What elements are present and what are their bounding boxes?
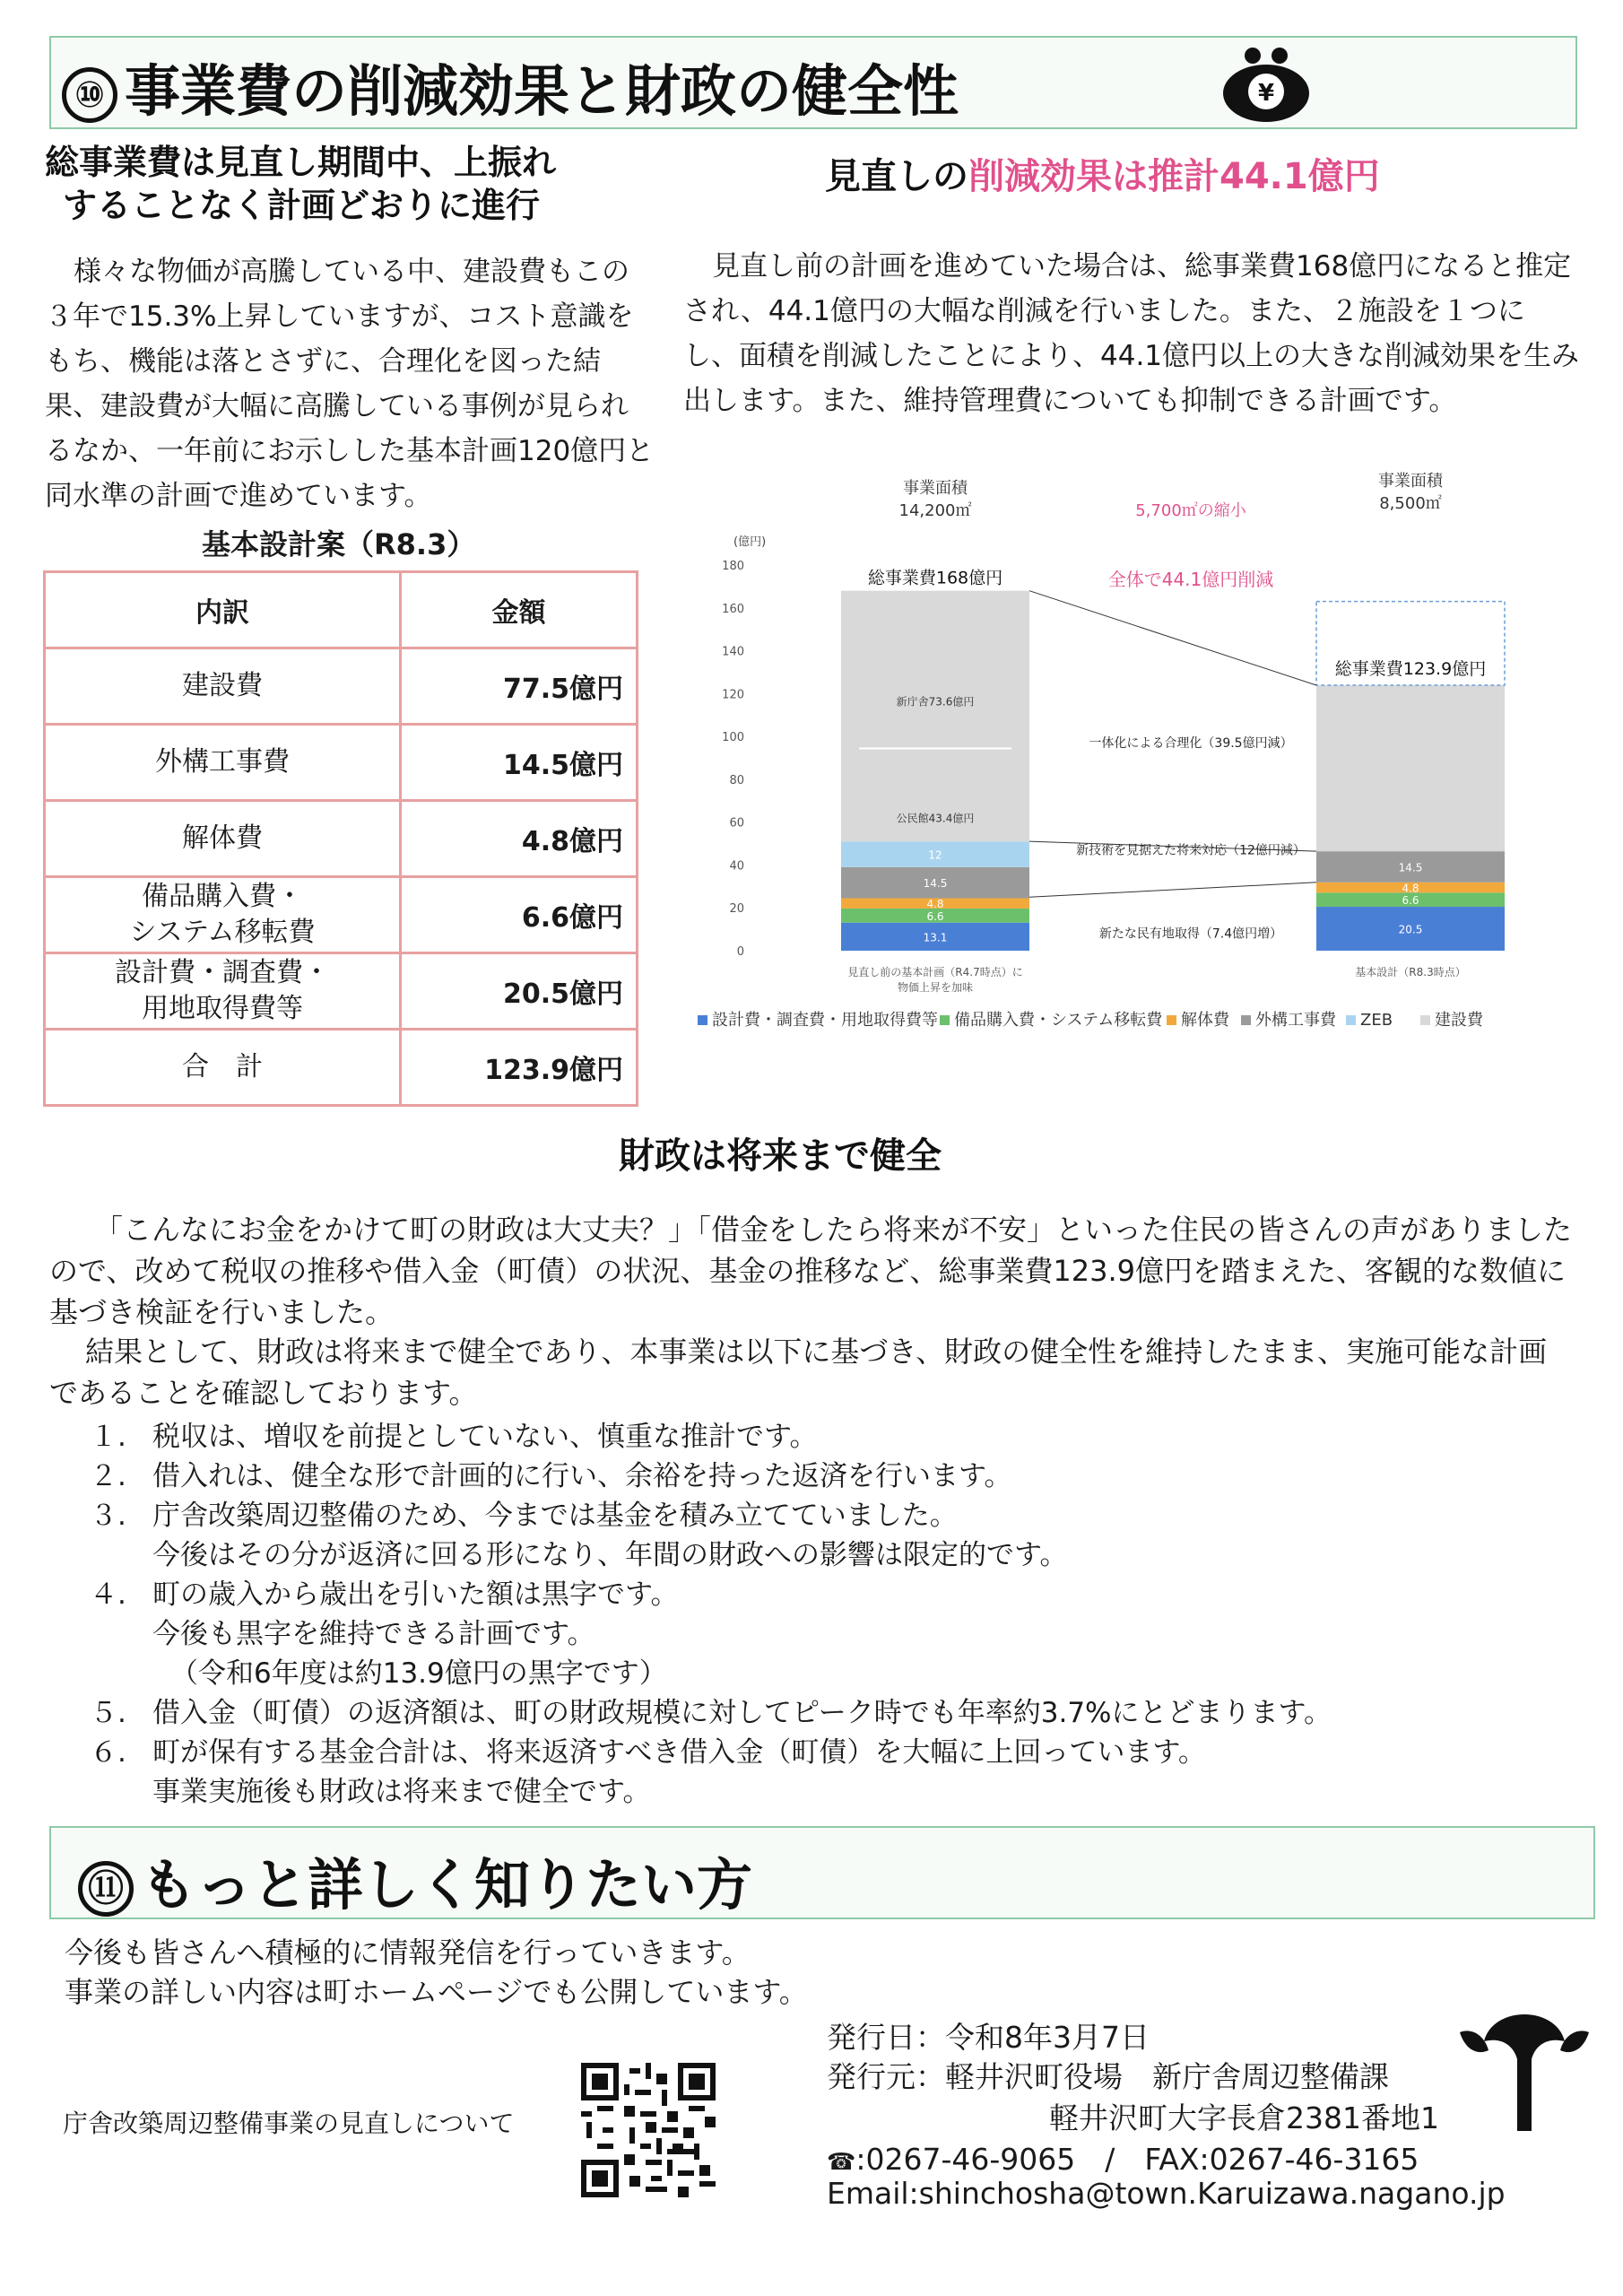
legend-label: 外構工事費 [1255, 1011, 1336, 1030]
row-label: 備品購入費・ システム移転費 [45, 877, 401, 953]
finance-point-line: 税収は、増収を前提としていない、慎重な推計です。 [152, 1421, 818, 1453]
area-reduction-label: 5,700㎡の縮小 [1135, 501, 1246, 520]
category-label-before-2: 物価上昇を加味 [897, 981, 974, 994]
row-label: 設計費・調査費・ 用地取得費等 [45, 953, 401, 1030]
finance-point [90, 1457, 1542, 1496]
table-header-amount: 金額 [401, 572, 638, 648]
table-total-row [45, 1030, 638, 1106]
row-amount: 6.6億円 [401, 877, 638, 953]
y-tick-label: 160 [722, 602, 744, 616]
wallet-yen-icon [1217, 45, 1315, 124]
finance-point-line: （令和6年度は約13.9億円の黒字です） [170, 1657, 667, 1690]
finance-point-line: 借入金（町債）の返済額は、町の財政規模に対してピーク時でも年率約3.7%にとどまります。 [152, 1697, 1332, 1729]
table-row [45, 877, 638, 953]
category-label-before: 見直し前の基本計画（R4.7時点）に [847, 966, 1023, 978]
finance-heading: 財政は将来まで健全 [619, 1135, 942, 1177]
y-tick-label: 40 [729, 859, 744, 874]
finance-point-line: 今後はその分が返済に回る形になり、年間の財政への影響は限定的です。 [152, 1539, 1068, 1571]
left-heading-line1: 総事業費は見直し期間中、上振れ [45, 143, 557, 182]
legend-swatch [1241, 1015, 1251, 1025]
building-label: 公民館43.4億円 [896, 812, 975, 825]
segment-value-label: 20.5 [1398, 923, 1423, 936]
chart-annotation: 一体化による合理化（39.5億円減） [1089, 736, 1293, 752]
segment-value-label: 14.5 [1398, 861, 1423, 874]
info-line-2: 事業の詳しい内容は町ホームページでも公開しています。 [65, 1975, 808, 2009]
finance-point-line: 借入れは、健全な形で計画的に行い、余裕を持った返済を行います。 [152, 1460, 1012, 1492]
bar-segment [1316, 685, 1505, 851]
legend-swatch [1420, 1015, 1430, 1025]
table-row [45, 801, 638, 877]
left-paragraph: 様々な物価が高騰している中、建設費もこの３年で15.3%上昇していますが、コスト意識をもち、機能は落とさずに、合理化を図った結果、建設費が大幅に高騰している事例が見られるなか、一年前にお示しした基本計画120億円と同水準の計画で進めています。 [45, 256, 655, 512]
legend-label: 解体費 [1181, 1011, 1229, 1030]
finance-point-number: ５. [90, 1697, 126, 1729]
qr-caption: 庁舎改築周辺整備事業の見直しについて [63, 2109, 515, 2138]
finance-paragraph-2: 結果として、財政は将来まで健全であり、本事業は以下に基づき、財政の健全性を維持したまま、実施可能な計画であることを確認しております。 [49, 1335, 1548, 1410]
section-11-title-text: もっと詳しく知りたい方 [141, 1852, 753, 1918]
section-11-title [78, 1840, 752, 1920]
phone-fax-text: :0267-46-9065 / FAX:0267-46-3165 [855, 2142, 1419, 2177]
segment-value-label: 4.8 [1402, 882, 1419, 895]
legend-swatch [940, 1015, 950, 1025]
y-tick-label: 60 [729, 816, 744, 831]
finance-point-line: 事業実施後も財政は将来まで健全です。 [152, 1776, 651, 1808]
area-title-after: 事業面積 [1378, 472, 1443, 491]
finance-point-number: ２. [90, 1460, 126, 1492]
right-paragraph: 見直し前の計画を進めていた場合は、総事業費168億円になると推定され、44.1億円の大幅な削減を行いました。また、２施設を１つにし、面積を削減したことにより、44.1億円以上の大きな削減効果を生み出します。また、維持管理費についても抑制できる計画です。 [683, 250, 1580, 417]
info-line-1: 今後も皆さんへ積極的に情報発信を行っていきます。 [65, 1935, 751, 1970]
y-tick-label: 120 [722, 688, 744, 702]
cost-comparison-chart [698, 466, 1585, 1049]
finance-point [90, 1575, 1542, 1693]
finance-point [90, 1417, 1542, 1457]
y-tick-label: 0 [736, 945, 744, 959]
address: 軽井沢町大字長倉2381番地1 [1049, 2100, 1439, 2135]
legend-label: 建設費 [1435, 1011, 1483, 1030]
right-heading-highlight: 削減効果は推計44.1億円 [968, 156, 1380, 197]
finance-point-line: 町の歳入から歳出を引いた額は黒字です。 [152, 1578, 679, 1611]
legend-swatch [1346, 1015, 1356, 1025]
segment-value-label: 6.6 [926, 909, 944, 923]
right-heading [825, 154, 1380, 199]
row-amount: 20.5億円 [401, 953, 638, 1030]
legend-label: 設計費・調査費・用地取得費等 [712, 1011, 938, 1030]
issue-date: 発行日：令和8年3月7日 [827, 2020, 1150, 2055]
finance-point-line: 町が保有する基金合計は、将来返済すべき借入金（町債）を大幅に上回っています。 [152, 1736, 1206, 1769]
legend-label: ZEB [1360, 1011, 1393, 1030]
bar-segment [841, 591, 1029, 842]
chart-annotation: 新技術を見据えた将来対応（12億円減） [1076, 843, 1306, 858]
segment-value-label: 13.1 [923, 931, 948, 944]
table-row [45, 725, 638, 801]
legend-swatch [1167, 1015, 1176, 1025]
area-value-after: 8,500㎡ [1379, 494, 1442, 513]
row-label: 建設費 [45, 648, 401, 725]
section-10-number: ⑩ [62, 67, 117, 123]
table-header-item: 内訳 [45, 572, 401, 648]
row-amount: 77.5億円 [401, 648, 638, 725]
finance-paragraph-1: 「こんなにお金をかけて町の財政は大丈夫？」「借金をしたら将来が不安」といった住民の皆さんの声がありましたので、改めて税収の推移や借入金（町債）の状況、基金の推移など、総事業費123.9億円を踏まえた、客観的な数値に基づき検証を行いました。 [49, 1213, 1573, 1329]
finance-point [90, 1693, 1542, 1733]
y-tick-label: 180 [722, 560, 744, 573]
y-tick-label: 80 [729, 773, 744, 787]
connector-line [1029, 591, 1316, 685]
connector-line [1029, 883, 1316, 897]
finance-point-line: 今後も黒字を維持できる計画です。 [152, 1618, 595, 1650]
row-amount: 4.8億円 [401, 801, 638, 877]
y-tick-label: 20 [729, 902, 744, 917]
row-label: 合 計 [45, 1030, 401, 1106]
row-amount: 123.9億円 [401, 1030, 638, 1106]
category-label-after: 基本設計（R8.3時点） [1355, 966, 1466, 978]
right-heading-prefix: 見直しの [825, 156, 968, 197]
row-label: 解体費 [45, 801, 401, 877]
finance-point-number: ４. [90, 1578, 126, 1611]
finance-point [90, 1496, 1542, 1575]
left-heading-line2: することなく計画どおりに進行 [63, 185, 541, 225]
town-emblem-logo [1453, 2005, 1596, 2140]
finance-point-number: ６. [90, 1736, 126, 1769]
section-10-title-text: 事業費の削減効果と財政の健全性 [125, 58, 959, 124]
qr-code[interactable] [581, 2063, 716, 2197]
publisher: 発行元：軽井沢町役場 新庁舎周辺整備課 [827, 2059, 1389, 2094]
finance-points-list [90, 1417, 1542, 1812]
segment-value-label: 6.6 [1402, 894, 1419, 908]
row-amount: 14.5億円 [401, 725, 638, 801]
finance-point-number: ３. [90, 1500, 126, 1532]
section-11-number: ⑪ [78, 1861, 134, 1917]
svg-text:¥: ¥ [1257, 80, 1275, 107]
segment-value-label: 14.5 [923, 877, 948, 891]
finance-point-line: 庁舎改築周辺整備のため、今までは基金を積み立てていました。 [152, 1500, 958, 1532]
y-tick-label: 100 [722, 731, 744, 745]
table-title: 基本設計案（R8.3） [202, 527, 476, 561]
area-title-before: 事業面積 [903, 479, 968, 498]
left-heading [45, 142, 673, 227]
table-row [45, 648, 638, 725]
table-header-row [45, 572, 638, 648]
table-row [45, 953, 638, 1030]
phone-icon: ☎ [827, 2149, 856, 2176]
total-reduction-label: 全体で44.1億円削減 [1107, 569, 1274, 590]
finance-point [90, 1733, 1542, 1812]
chart-annotation: 新たな民有地取得（7.4億円増） [1098, 926, 1283, 942]
area-value-before: 14,200㎡ [898, 501, 972, 520]
section-11-banner [49, 1826, 1595, 1919]
legend-swatch [698, 1015, 707, 1025]
y-axis-label: (億円) [733, 535, 767, 549]
section-10-title [62, 47, 959, 126]
row-label: 外構工事費 [45, 725, 401, 801]
y-tick-label: 140 [722, 645, 744, 659]
legend-label: 備品購入費・システム移転費 [954, 1011, 1163, 1030]
total-label-after: 総事業費123.9億円 [1334, 659, 1487, 680]
finance-point-number: １. [90, 1421, 126, 1453]
segment-value-label: 4.8 [926, 898, 944, 911]
phone-fax [827, 2136, 1419, 2179]
segment-value-label: 12 [928, 848, 942, 862]
cost-table [43, 570, 638, 1107]
total-label-before: 総事業費168億円 [867, 568, 1003, 588]
section-10-banner [49, 36, 1577, 129]
email[interactable]: Email:shinchosha@town.Karuizawa.nagano.jp [827, 2176, 1506, 2211]
building-label: 新庁舎73.6億円 [896, 695, 975, 709]
